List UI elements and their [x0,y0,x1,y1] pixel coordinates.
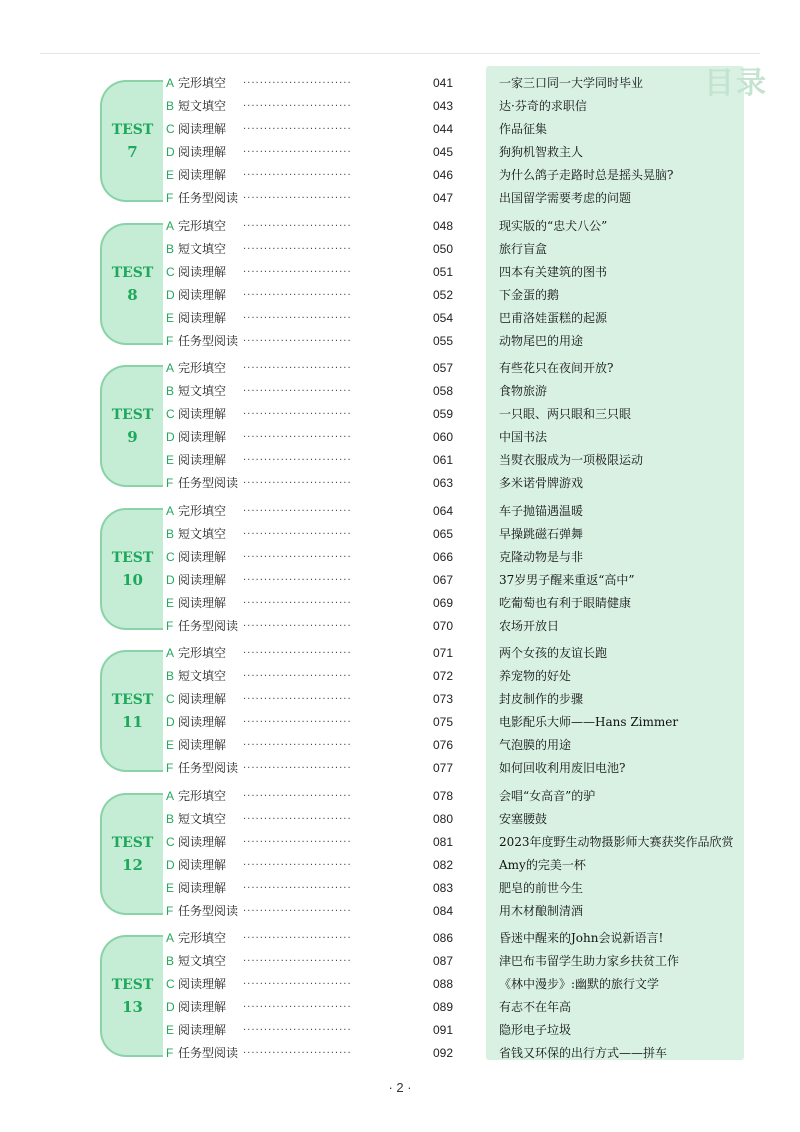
article-title: 出国留学需要考虑的问题 [499,191,632,205]
section-letter: C [166,977,175,991]
section-letter: F [166,904,174,918]
dot-leader: ·························· [243,455,352,466]
section-letter: A [166,789,175,803]
toc-entry[interactable] [0,688,800,711]
page-reference: 078 [433,789,454,803]
article-title: 多米诺骨牌游戏 [499,476,584,490]
section-letter: F [166,1046,174,1060]
page-reference: 041 [433,76,454,90]
dot-leader: ·························· [243,478,352,489]
section-letter: B [166,669,175,683]
page-reference: 050 [433,242,454,256]
page-reference: 054 [433,311,454,325]
toc-entry[interactable] [0,1042,800,1065]
toc-entry[interactable] [0,877,800,900]
page-reference: 070 [433,619,454,633]
dot-leader: ·························· [243,221,352,232]
article-title: 《林中漫步》:幽默的旅行文学 [499,977,660,991]
test-number: 7 [127,143,138,161]
section-letter: E [166,738,175,752]
article-title: 克隆动物是与非 [499,550,584,564]
exercise-type: 短文填空 [178,812,227,826]
page-reference: 069 [433,596,454,610]
section-letter: E [166,453,175,467]
page-reference: 080 [433,812,454,826]
dot-leader: ·························· [243,575,352,586]
article-title: 两个女孩的友谊长跑 [499,646,608,660]
dot-leader: ·························· [243,671,352,682]
exercise-type: 完形填空 [178,504,227,518]
section-letter: A [166,931,175,945]
article-title: 作品征集 [499,122,548,136]
toc-entry[interactable] [0,615,800,638]
test-section [0,215,800,353]
toc-entry[interactable] [0,854,800,877]
test-section [0,927,800,1065]
page-reference: 082 [433,858,454,872]
page-reference: 055 [433,334,454,348]
article-title: 狗狗机智救主人 [499,145,584,159]
dot-leader: ·························· [243,244,352,255]
article-title: 昏迷中醒来的John会说新语言! [499,931,664,945]
test-number: 10 [122,571,143,589]
exercise-type: 阅读理解 [178,977,227,991]
exercise-type: 阅读理解 [178,288,227,302]
exercise-type: 短文填空 [178,384,227,398]
article-title: 达·芬奇的求职信 [499,99,587,113]
toc-entry[interactable] [0,238,800,261]
exercise-type: 阅读理解 [178,1023,227,1037]
test-label: TEST [111,122,154,138]
exercise-type: 完形填空 [178,646,227,660]
article-title: 四本有关建筑的图书 [499,265,608,279]
page-reference: 065 [433,527,454,541]
test-number: 8 [127,286,138,304]
section-letter: F [166,761,174,775]
page-reference: 092 [433,1046,454,1060]
page-reference: 087 [433,954,454,968]
article-title: 动物尾巴的用途 [499,334,584,348]
toc-entry[interactable] [0,642,800,665]
test-section [0,785,800,923]
exercise-type: 阅读理解 [178,168,227,182]
toc-entry[interactable] [0,164,800,187]
exercise-type: 任务型阅读 [178,904,239,918]
dot-leader: ·························· [243,552,352,563]
page-reference: 045 [433,145,454,159]
test-label: TEST [111,550,154,566]
article-title: 气泡膜的用途 [499,738,572,752]
exercise-type: 短文填空 [178,99,227,113]
dot-leader: ·························· [243,648,352,659]
article-title: 一家三口同一大学同时毕业 [499,76,644,90]
article-title: 用木材酿制清酒 [499,904,584,918]
exercise-type: 阅读理解 [178,715,227,729]
dot-leader: ·························· [243,290,352,301]
dot-leader: ·························· [243,1002,352,1013]
article-title: 农场开放日 [499,619,560,633]
article-title: 有志不在年高 [499,1000,572,1014]
article-title: 食物旅游 [499,384,548,398]
section-letter: C [166,265,175,279]
page-reference: 076 [433,738,454,752]
page-reference: 086 [433,931,454,945]
section-letter: E [166,168,175,182]
toc-entry[interactable] [0,927,800,950]
exercise-type: 任务型阅读 [178,334,239,348]
page-reference: 048 [433,219,454,233]
toc-entry[interactable] [0,72,800,95]
article-title: 一只眼、两只眼和三只眼 [499,407,632,421]
toc-entry[interactable] [0,1019,800,1042]
dot-leader: ·························· [243,763,352,774]
test-number: 12 [122,856,143,874]
toc-entry[interactable] [0,996,800,1019]
toc-entry[interactable] [0,261,800,284]
exercise-type: 阅读理解 [178,265,227,279]
toc-entry[interactable] [0,900,800,923]
section-letter: A [166,646,175,660]
article-title: 津巴布韦留学生助力家乡扶贫工作 [499,954,680,968]
article-title: 安塞腰鼓 [499,812,548,826]
page-reference: 044 [433,122,454,136]
dot-leader: ·························· [243,124,352,135]
page-reference: 083 [433,881,454,895]
section-letter: E [166,881,175,895]
article-title: 隐形电子垃圾 [499,1023,572,1037]
section-letter: C [166,407,175,421]
section-letter: F [166,334,174,348]
dot-leader: ·························· [243,933,352,944]
section-letter: A [166,504,175,518]
toc-entry[interactable] [0,665,800,688]
dot-leader: ·························· [243,621,352,632]
page-reference: 061 [433,453,454,467]
dot-leader: ·························· [243,956,352,967]
page-reference: 071 [433,646,454,660]
article-title: 下金蛋的鹅 [499,288,560,302]
dot-leader: ·························· [243,814,352,825]
toc-entry[interactable] [0,449,800,472]
top-divider [40,53,760,54]
exercise-type: 阅读理解 [178,453,227,467]
test-label: TEST [111,265,154,281]
exercise-type: 阅读理解 [178,738,227,752]
dot-leader: ·························· [243,529,352,540]
article-title: 为什么鸽子走路时总是摇头晃脑? [499,168,674,182]
dot-leader: ·························· [243,883,352,894]
toc-entry[interactable] [0,426,800,449]
page-reference: 072 [433,669,454,683]
toc-entry[interactable] [0,187,800,210]
exercise-type: 完形填空 [178,76,227,90]
dot-leader: ·························· [243,147,352,158]
section-letter: E [166,311,175,325]
dot-leader: ·························· [243,740,352,751]
section-letter: E [166,596,175,610]
dot-leader: ·························· [243,694,352,705]
exercise-type: 阅读理解 [178,430,227,444]
toc-entry[interactable] [0,785,800,808]
test-section [0,357,800,495]
page-reference: 047 [433,191,454,205]
article-title: 电影配乐大师——Hans Zimmer [499,715,679,729]
exercise-type: 完形填空 [178,361,227,375]
article-title: 37岁男子醒来重返“高中” [499,573,635,587]
dot-leader: ·························· [243,906,352,917]
toc-entry[interactable] [0,500,800,523]
article-title: 中国书法 [499,430,548,444]
exercise-type: 短文填空 [178,242,227,256]
article-title: Amy的完美一杯 [499,858,586,872]
test-section [0,642,800,780]
dot-leader: ·························· [243,1048,352,1059]
exercise-type: 阅读理解 [178,596,227,610]
toc-entry[interactable] [0,472,800,495]
toc-entry[interactable] [0,808,800,831]
dot-leader: ·························· [243,101,352,112]
article-title: 巴甫洛娃蛋糕的起源 [499,311,608,325]
toc-entry[interactable] [0,330,800,353]
toc-entry[interactable] [0,118,800,141]
section-letter: C [166,122,175,136]
dot-leader: ·························· [243,979,352,990]
exercise-type: 阅读理解 [178,858,227,872]
exercise-type: 任务型阅读 [178,1046,239,1060]
section-letter: D [166,858,175,872]
article-title: 封皮制作的步骤 [499,692,584,706]
toc-entry[interactable] [0,523,800,546]
section-letter: B [166,99,175,113]
article-title: 现实版的“忠犬八公” [499,219,608,233]
dot-leader: ·························· [243,78,352,89]
test-label: TEST [111,407,154,423]
exercise-type: 任务型阅读 [178,761,239,775]
toc-entry[interactable] [0,403,800,426]
section-letter: C [166,692,175,706]
toc-entry[interactable] [0,757,800,780]
dot-leader: ·························· [243,506,352,517]
test-label: TEST [111,692,154,708]
toc-entry[interactable] [0,141,800,164]
article-title: 如何回收利用废旧电池? [499,761,626,775]
section-letter: D [166,1000,175,1014]
dot-leader: ·························· [243,717,352,728]
dot-leader: ·························· [243,837,352,848]
exercise-type: 任务型阅读 [178,476,239,490]
article-title: 会唱“女高音”的驴 [499,789,596,803]
page-reference: 091 [433,1023,454,1037]
page-reference: 058 [433,384,454,398]
toc-entry[interactable] [0,95,800,118]
article-title: 2023年度野生动物摄影师大赛获奖作品欣赏 [499,835,734,849]
page-reference: 067 [433,573,454,587]
page-reference: 046 [433,168,454,182]
section-letter: B [166,812,175,826]
exercise-type: 阅读理解 [178,1000,227,1014]
toc-entry[interactable] [0,307,800,330]
dot-leader: ·························· [243,193,352,204]
test-label: TEST [111,977,154,993]
section-letter: E [166,1023,175,1037]
exercise-type: 完形填空 [178,931,227,945]
page-reference: 052 [433,288,454,302]
exercise-type: 短文填空 [178,954,227,968]
exercise-type: 阅读理解 [178,311,227,325]
test-label: TEST [111,835,154,851]
dot-leader: ·························· [243,791,352,802]
test-number: 9 [127,428,138,446]
section-letter: F [166,476,174,490]
section-letter: C [166,550,175,564]
article-title: 当熨衣服成为一项极限运动 [499,453,644,467]
contents-watermark: 目录 [704,66,768,101]
section-letter: B [166,527,175,541]
dot-leader: ·························· [243,313,352,324]
page-number: · 2 · [388,1080,412,1095]
test-section [0,72,800,210]
exercise-type: 短文填空 [178,527,227,541]
page-reference: 089 [433,1000,454,1014]
dot-leader: ·························· [243,386,352,397]
dot-leader: ·························· [243,432,352,443]
exercise-type: 阅读理解 [178,881,227,895]
page-reference: 075 [433,715,454,729]
article-title: 省钱又环保的出行方式——拼车 [499,1046,668,1060]
toc-entry[interactable] [0,357,800,380]
test-number: 13 [122,998,143,1016]
toc-entry[interactable] [0,592,800,615]
exercise-type: 阅读理解 [178,407,227,421]
dot-leader: ·························· [243,598,352,609]
page-reference: 088 [433,977,454,991]
section-letter: C [166,835,175,849]
dot-leader: ·························· [243,363,352,374]
article-title: 肥皂的前世今生 [499,881,584,895]
exercise-type: 阅读理解 [178,122,227,136]
page-reference: 063 [433,476,454,490]
page-reference: 077 [433,761,454,775]
page-reference: 060 [433,430,454,444]
toc-entry[interactable] [0,973,800,996]
page-reference: 057 [433,361,454,375]
dot-leader: ·························· [243,267,352,278]
exercise-type: 短文填空 [178,669,227,683]
article-title: 早操跳磁石弹舞 [499,527,584,541]
section-letter: B [166,242,175,256]
test-section [0,500,800,638]
section-letter: D [166,145,175,159]
page-reference: 084 [433,904,454,918]
section-letter: A [166,219,175,233]
toc-entry[interactable] [0,569,800,592]
toc-entry[interactable] [0,380,800,403]
dot-leader: ·························· [243,860,352,871]
toc-entry[interactable] [0,546,800,569]
section-letter: F [166,619,174,633]
section-letter: A [166,361,175,375]
page-reference: 064 [433,504,454,518]
dot-leader: ·························· [243,336,352,347]
toc-entry[interactable] [0,950,800,973]
exercise-type: 阅读理解 [178,550,227,564]
article-title: 车子抛锚遇温暖 [499,504,584,518]
exercise-type: 任务型阅读 [178,619,239,633]
toc-entry[interactable] [0,734,800,757]
section-letter: D [166,715,175,729]
dot-leader: ·························· [243,170,352,181]
toc-entry[interactable] [0,831,800,854]
toc-entry[interactable] [0,711,800,734]
test-number: 11 [122,713,143,731]
page-reference: 051 [433,265,454,279]
dot-leader: ·························· [243,1025,352,1036]
section-letter: A [166,76,175,90]
section-letter: D [166,288,175,302]
exercise-type: 阅读理解 [178,835,227,849]
exercise-type: 完形填空 [178,219,227,233]
page-reference: 059 [433,407,454,421]
section-letter: B [166,954,175,968]
toc-entry[interactable] [0,215,800,238]
page-reference: 066 [433,550,454,564]
article-title: 有些花只在夜间开放? [499,361,614,375]
exercise-type: 阅读理解 [178,692,227,706]
exercise-type: 阅读理解 [178,573,227,587]
page-reference: 043 [433,99,454,113]
page-reference: 081 [433,835,454,849]
section-letter: B [166,384,175,398]
article-title: 吃葡萄也有利于眼睛健康 [499,596,632,610]
exercise-type: 任务型阅读 [178,191,239,205]
section-letter: D [166,573,175,587]
article-title: 养宠物的好处 [499,669,572,683]
article-title: 旅行盲盒 [499,242,548,256]
dot-leader: ·························· [243,409,352,420]
section-letter: F [166,191,174,205]
page-reference: 073 [433,692,454,706]
exercise-type: 完形填空 [178,789,227,803]
section-letter: D [166,430,175,444]
toc-entry[interactable] [0,284,800,307]
exercise-type: 阅读理解 [178,145,227,159]
